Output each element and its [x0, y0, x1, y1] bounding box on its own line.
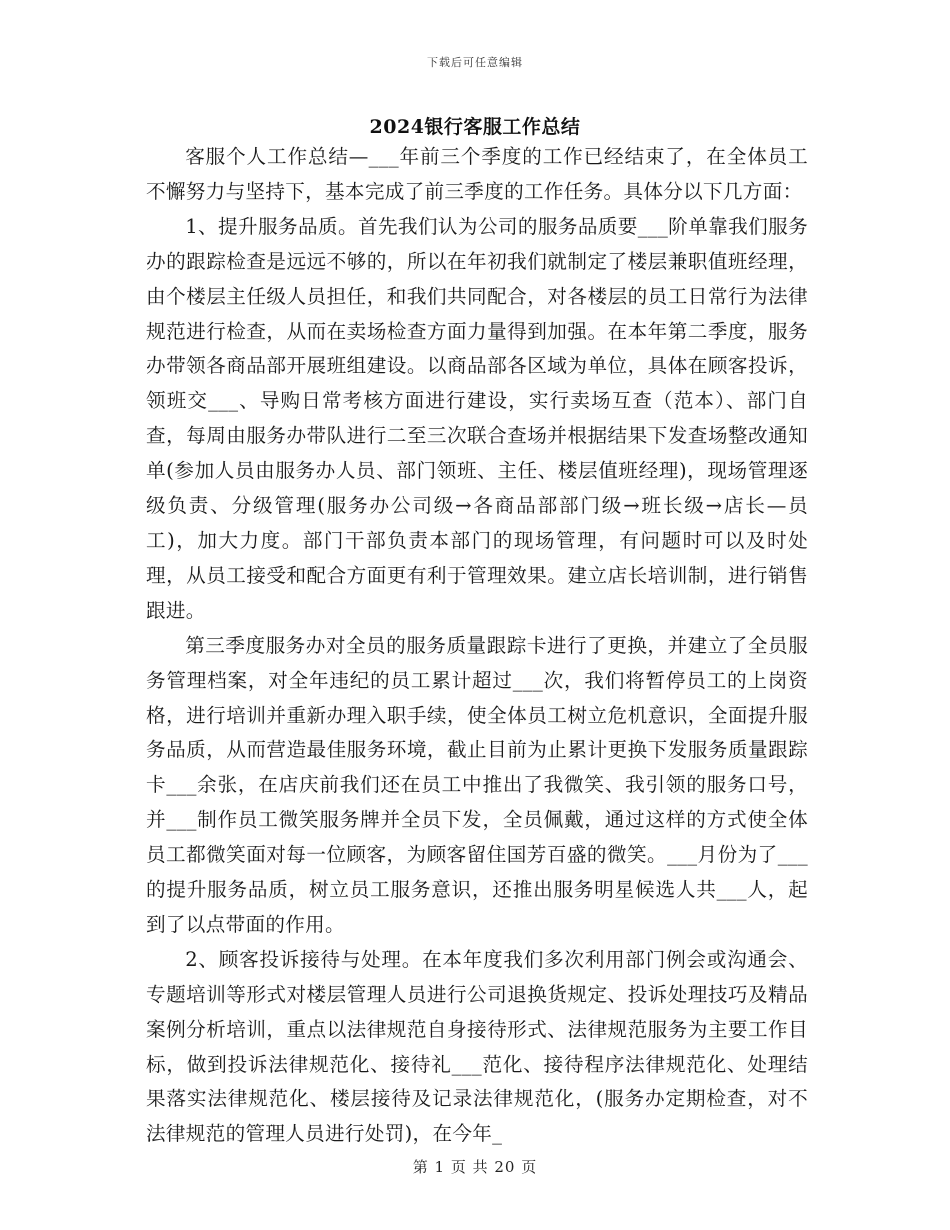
paragraph-complaints: 2、顾客投诉接待与处理。在本年度我们多次利用部门例会或沟通会、专题培训等形式对楼层管理人员进行公司退换货规定、投诉处理技巧及精品案例分析培训，重点以法律规范自身接待形式、法律规范服务为主要工作目标，做到投诉法律规范化、接待礼___范化、接待程序法律规范化、处理结果落实法律规范化、楼层接待及记录法律规范化，(服务办定期检查，对不法律规范的管理人员进行处罚)，在今年_ — [146, 947, 808, 1146]
paragraph-service-quality: 1、提升服务品质。首先我们认为公司的服务品质要___阶单靠我们服务办的跟踪检查是远远不够的，所以在年初我们就制定了楼层兼职值班经理，由个楼层主任级人员担任，和我们共同配合，对各楼层的员工日常行为法律规范进行检查，从而在卖场检查方面力量得到加强。在本年第二季度，服务办带领各商品部开展班组建设。以商品部各区域为单位，具体在顾客投诉，领班交___、导购日常考核方面进行建设，实行卖场互查（范本）、部门自查，每周由服务办带队进行二至三次联合查场并根据结果下发查场整改通知单(参加人员由服务办人员、部门领班、主任、楼层值班经理)，现场管理逐级负责、分级管理(服务办公司级→各商品部部门级→班长级→店长—员工)，加大力度。部门干部负责本部门的现场管理，有问题时可以及时处理，从员工接受和配合方面更有利于管理效果。建立店长培训制，进行销售跟进。 — [146, 214, 808, 622]
paragraph-intro: 客服个人工作总结—___年前三个季度的工作已经结束了，在全体员工不懈努力与坚持下，基本完成了前三季度的工作任务。具体分以下几方面： — [146, 145, 808, 203]
header-note: 下载后可任意编辑 — [427, 56, 523, 69]
paragraph-third-quarter: 第三季度服务办对全员的服务质量跟踪卡进行了更换，并建立了全员服务管理档案，对全年违纪的员工累计超过___次，我们将暂停员工的上岗资格，进行培训并重新办理入职手续，使全体员工树立危机意识，全面提升服务品质，从而营造最佳服务环境，截止目前为止累计更换下发服务质量跟踪卡___余张，在店庆前我们还在员工中推出了我微笑、我引领的服务口号，并___制作员工微笑服务牌并全员下发，全员佩戴，通过这样的方式使全体员工都微笑面对每一位顾客，为顾客留住国芳百盛的微笑。___月份为了___的提升服务品质，树立员工服务意识，还推出服务明星候选人共___人，起到了以点带面的作用。 — [146, 633, 808, 936]
document-body — [146, 140, 808, 1152]
document-title: 2024银行客服工作总结 — [369, 116, 581, 138]
page-number: 第 1 页 共 20 页 — [412, 1158, 538, 1176]
